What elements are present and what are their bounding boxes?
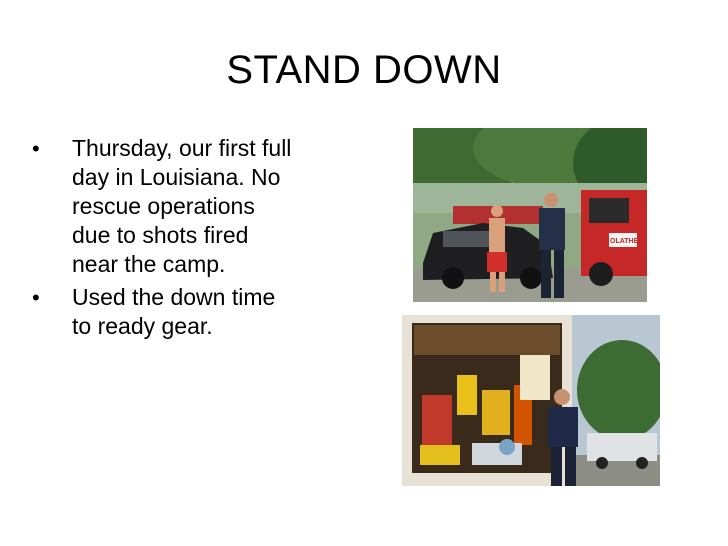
bullet-line: to ready gear. (72, 313, 213, 339)
slide-title: STAND DOWN (226, 48, 502, 92)
bullet-item (30, 134, 360, 279)
bullet-line: rescue operations (72, 193, 255, 219)
photo-firefighters-car-truck (413, 128, 647, 302)
bullet-icon: • (32, 136, 40, 161)
bullet-icon: • (32, 285, 40, 310)
photo2-illustration (402, 315, 660, 486)
photo1-illustration (413, 128, 647, 302)
bullet-line: due to shots fired (72, 222, 249, 248)
bullet-item (30, 283, 360, 341)
photo-gear-trailer (402, 315, 660, 486)
bullet-line: Thursday, our first full (72, 135, 292, 161)
bullet-line: near the camp. (72, 251, 226, 277)
bullet-line: Used the down time (72, 284, 276, 310)
bullet-list (30, 134, 360, 345)
bullet-line: day in Louisiana. No (72, 164, 281, 190)
truck-sign: OLATHE (610, 238, 639, 245)
